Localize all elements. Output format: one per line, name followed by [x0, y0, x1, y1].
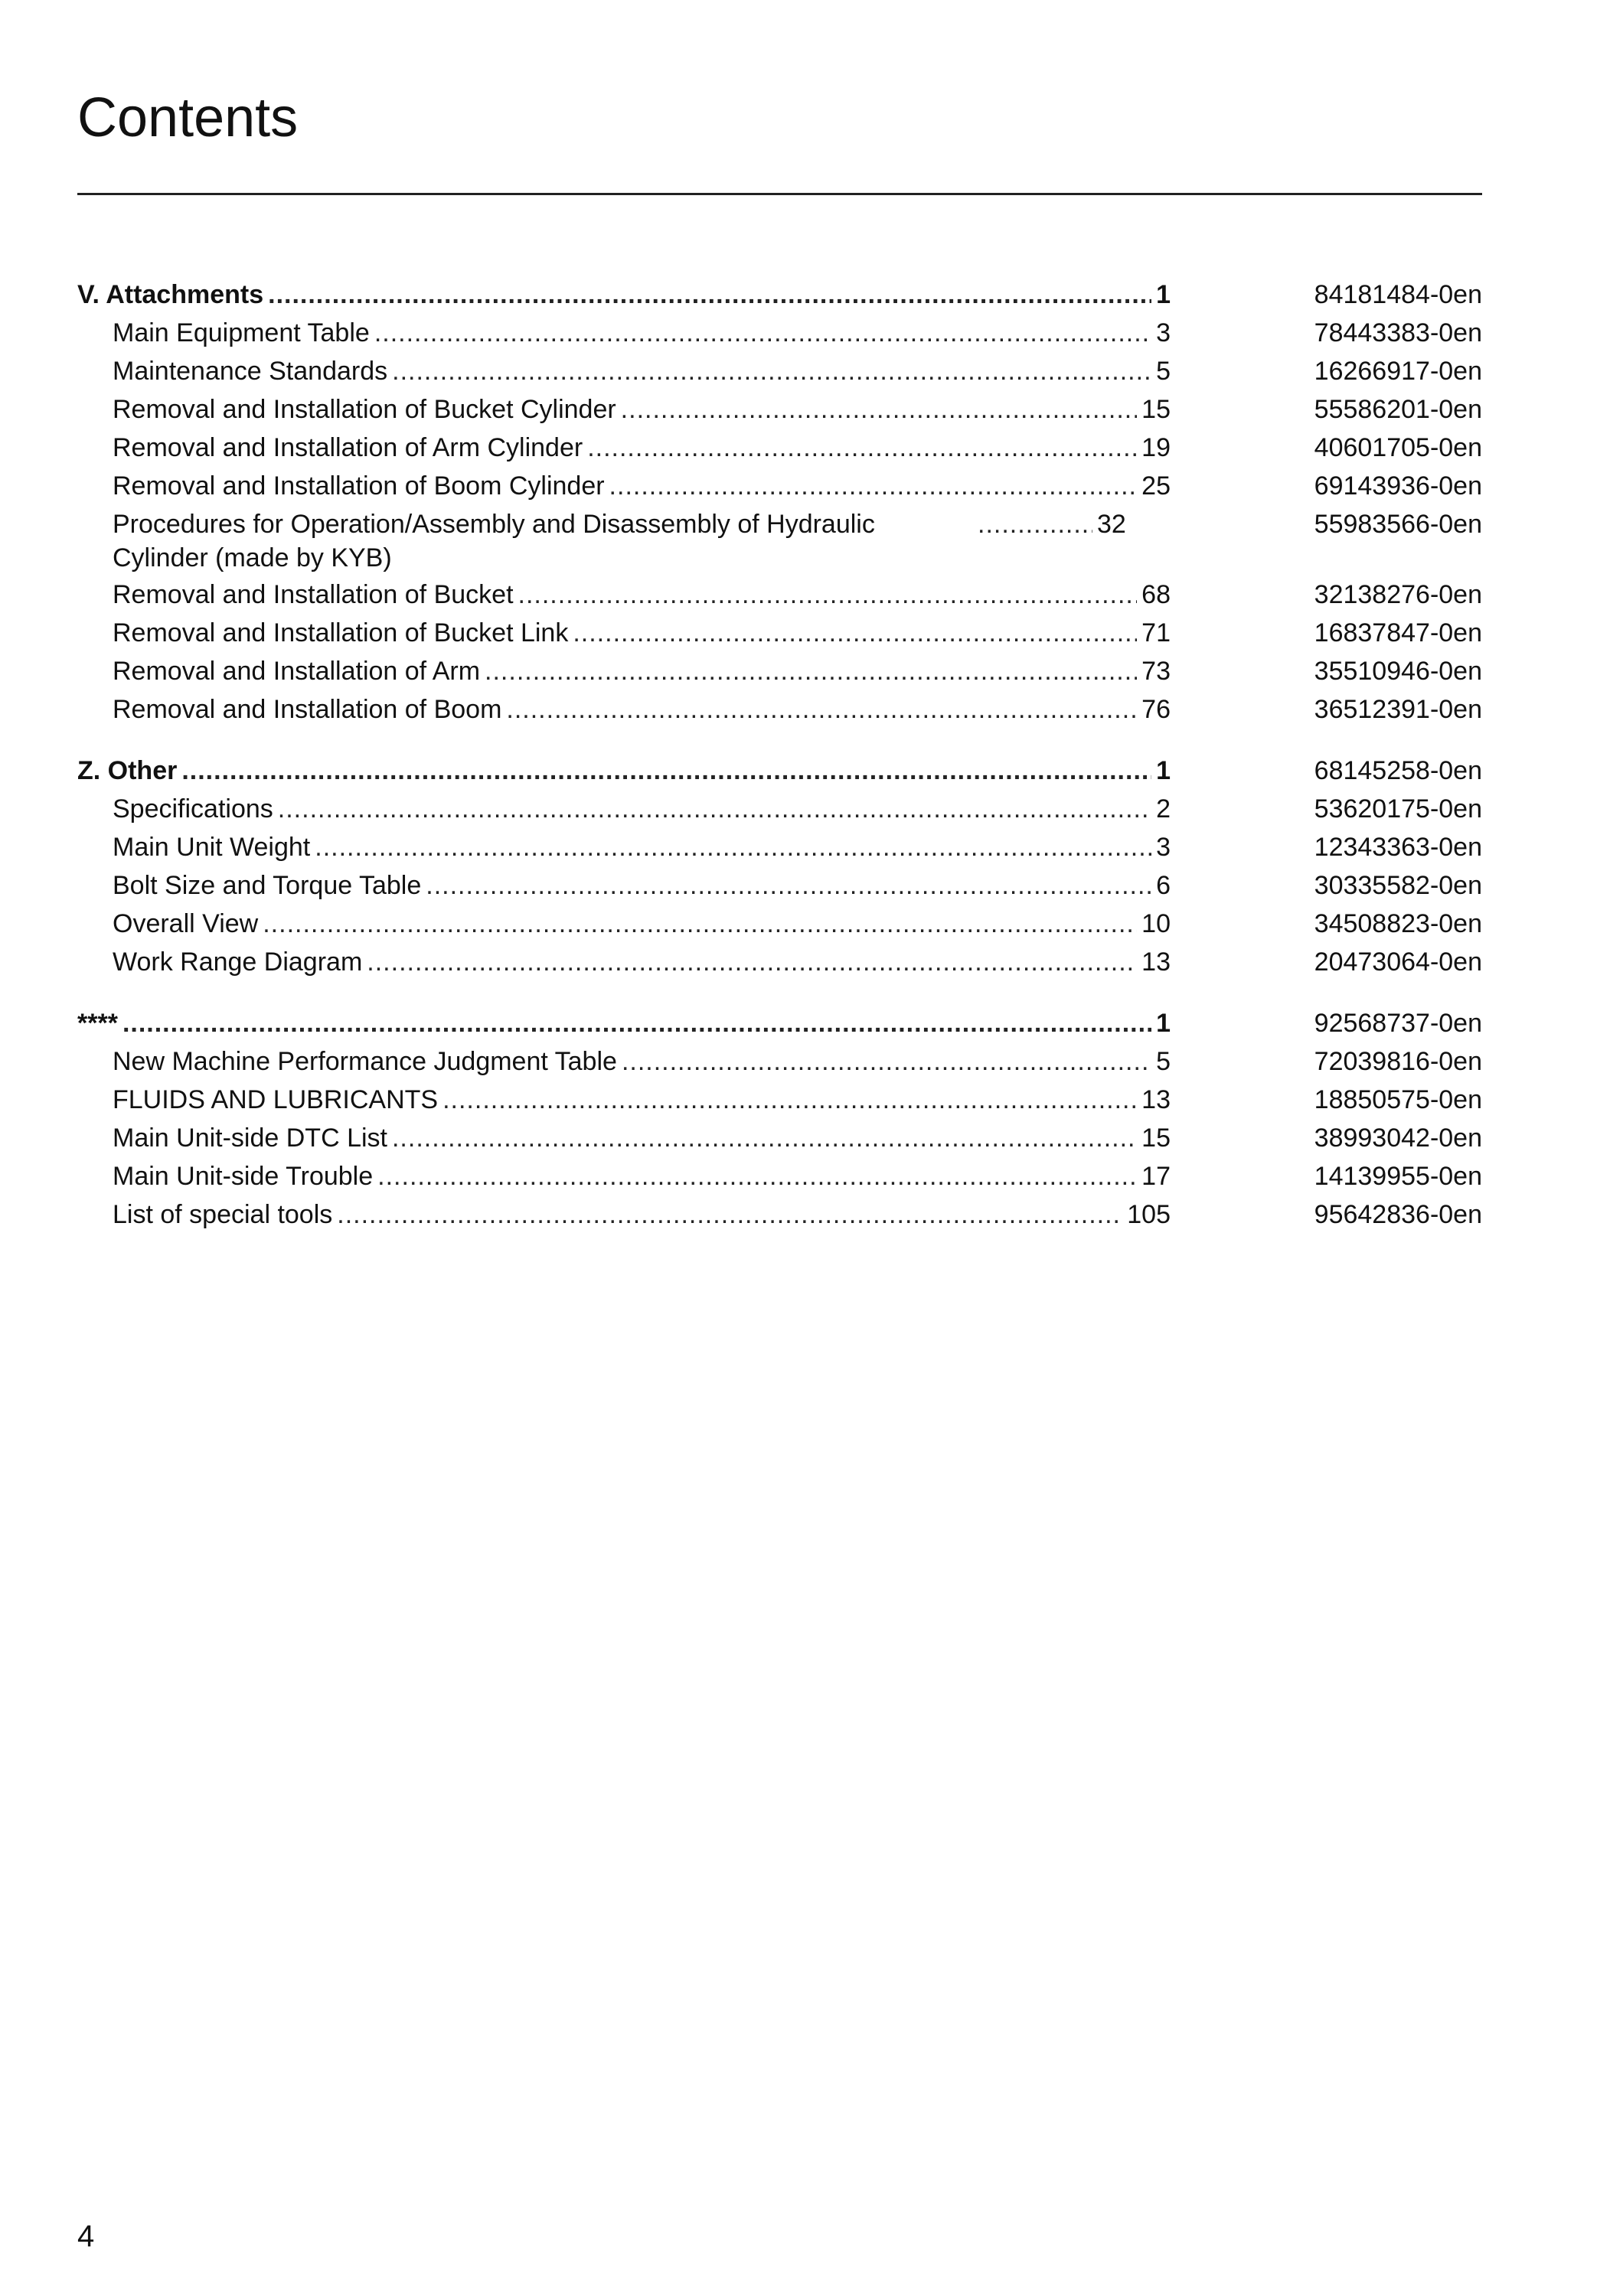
toc-page-number: 15	[1141, 1124, 1171, 1153]
toc-page-number: 10	[1141, 909, 1171, 938]
toc-entry-label: New Machine Performance Judgment Table	[113, 1047, 617, 1076]
toc-page-number: 19	[1141, 433, 1171, 462]
toc-entry[interactable]	[77, 1081, 1482, 1119]
toc-entry[interactable]	[77, 866, 1482, 905]
toc-entry-label: Overall View	[113, 909, 259, 938]
toc-page-number: 13	[1141, 947, 1171, 977]
toc-entry-label: Maintenance Standards	[113, 357, 388, 386]
toc-doc-code: 40601705-0en	[1314, 433, 1482, 462]
toc-page-number: 15	[1141, 395, 1171, 424]
toc-section-heading[interactable]	[77, 752, 1482, 790]
toc-section-other	[77, 752, 1482, 981]
toc-page-number: 1	[1156, 280, 1171, 309]
toc-page-number: 71	[1141, 618, 1171, 647]
toc-entry[interactable]	[77, 1119, 1482, 1157]
toc-doc-code: 34508823-0en	[1314, 909, 1482, 938]
toc-doc-code: 55586201-0en	[1314, 395, 1482, 424]
toc-heading-label: ****	[77, 1009, 118, 1038]
toc-entry-label: List of special tools	[113, 1200, 333, 1229]
toc-entry-label: Main Unit-side DTC List	[113, 1124, 387, 1153]
toc-entry[interactable]	[77, 690, 1482, 729]
toc-entry[interactable]	[77, 828, 1482, 866]
toc-doc-code: 16837847-0en	[1314, 618, 1482, 647]
toc-entry[interactable]	[77, 390, 1482, 429]
toc-entry-label: Removal and Installation of Boom Cylinder	[113, 471, 605, 501]
toc-entry[interactable]	[77, 505, 1482, 576]
toc-section-misc	[77, 1004, 1482, 1234]
toc-doc-code: 14139955-0en	[1314, 1162, 1482, 1191]
table-of-contents	[77, 276, 1482, 1257]
page-number: 4	[77, 2219, 95, 2253]
toc-entry[interactable]	[77, 1157, 1482, 1195]
toc-entry-label: Specifications	[113, 794, 273, 823]
toc-entry-label: Main Equipment Table	[113, 318, 370, 347]
toc-heading-label: V. Attachments	[77, 280, 264, 309]
toc-page-number: 13	[1141, 1085, 1171, 1114]
toc-entry-label: Main Unit-side Trouble	[113, 1162, 374, 1191]
toc-entry[interactable]	[77, 614, 1482, 652]
toc-doc-code: 53620175-0en	[1314, 794, 1482, 823]
toc-entry-label: Work Range Diagram	[113, 947, 363, 977]
toc-page-number: 1	[1156, 1009, 1171, 1038]
toc-doc-code: 35510946-0en	[1314, 657, 1482, 686]
toc-section-attachments	[77, 276, 1482, 729]
toc-page-number: 5	[1156, 1047, 1171, 1076]
toc-doc-code: 18850575-0en	[1314, 1085, 1482, 1114]
toc-page-number: 6	[1156, 871, 1171, 900]
toc-entry-label: FLUIDS AND LUBRICANTS	[113, 1085, 439, 1114]
toc-entry-label: Removal and Installation of Bucket Link	[113, 618, 569, 647]
toc-doc-code: 78443383-0en	[1314, 318, 1482, 347]
toc-page-number: 32	[1097, 510, 1126, 539]
toc-doc-code: 84181484-0en	[1314, 280, 1482, 309]
toc-doc-code: 95642836-0en	[1314, 1200, 1482, 1229]
toc-entry[interactable]	[77, 429, 1482, 467]
toc-heading-label: Z. Other	[77, 756, 178, 785]
toc-entry[interactable]	[77, 576, 1482, 614]
toc-doc-code: 20473064-0en	[1314, 947, 1482, 977]
toc-page-number: 5	[1156, 357, 1171, 386]
toc-page-number: 1	[1156, 756, 1171, 785]
toc-entry[interactable]	[77, 352, 1482, 390]
toc-entry[interactable]	[77, 943, 1482, 981]
toc-section-heading[interactable]	[77, 1004, 1482, 1042]
toc-entry-label: Removal and Installation of Arm Cylinder	[113, 433, 583, 462]
toc-page-number: 2	[1156, 794, 1171, 823]
page-title: Contents	[77, 87, 299, 148]
toc-page-number: 105	[1127, 1200, 1171, 1229]
toc-page-number: 68	[1141, 580, 1171, 609]
toc-page-number: 76	[1141, 695, 1171, 724]
toc-page-number: 3	[1156, 833, 1171, 862]
toc-doc-code: 36512391-0en	[1314, 695, 1482, 724]
toc-doc-code: 69143936-0en	[1314, 471, 1482, 501]
toc-entry-label: Removal and Installation of Arm	[113, 657, 481, 686]
toc-entry[interactable]	[77, 652, 1482, 690]
toc-entry[interactable]	[77, 1195, 1482, 1234]
title-divider	[77, 193, 1482, 195]
toc-doc-code: 92568737-0en	[1314, 1009, 1482, 1038]
toc-entry-label: Removal and Installation of Boom	[113, 695, 502, 724]
toc-doc-code: 12343363-0en	[1314, 833, 1482, 862]
toc-doc-code: 72039816-0en	[1314, 1047, 1482, 1076]
toc-page-number: 25	[1141, 471, 1171, 501]
toc-doc-code: 30335582-0en	[1314, 871, 1482, 900]
toc-page-number: 73	[1141, 657, 1171, 686]
toc-doc-code: 38993042-0en	[1314, 1124, 1482, 1153]
toc-entry-label: Bolt Size and Torque Table	[113, 871, 422, 900]
toc-entry[interactable]	[77, 905, 1482, 943]
toc-entry[interactable]	[77, 790, 1482, 828]
toc-section-heading[interactable]	[77, 276, 1482, 314]
toc-entry-label: Removal and Installation of Bucket Cylinder	[113, 395, 616, 424]
toc-page-number: 17	[1141, 1162, 1171, 1191]
toc-entry-label: Removal and Installation of Bucket	[113, 580, 514, 609]
toc-doc-code: 32138276-0en	[1314, 580, 1482, 609]
toc-doc-code: 16266917-0en	[1314, 357, 1482, 386]
toc-entry[interactable]	[77, 467, 1482, 505]
toc-entry[interactable]	[77, 1042, 1482, 1081]
toc-doc-code: 55983566-0en	[1314, 510, 1482, 539]
toc-entry[interactable]	[77, 314, 1482, 352]
toc-doc-code: 68145258-0en	[1314, 756, 1482, 785]
toc-entry-label: Procedures for Operation/Assembly and Disassembly of Hydraulic Cylinder (made by KYB)	[113, 510, 875, 572]
toc-entry-label: Main Unit Weight	[113, 833, 311, 862]
toc-page-number: 3	[1156, 318, 1171, 347]
